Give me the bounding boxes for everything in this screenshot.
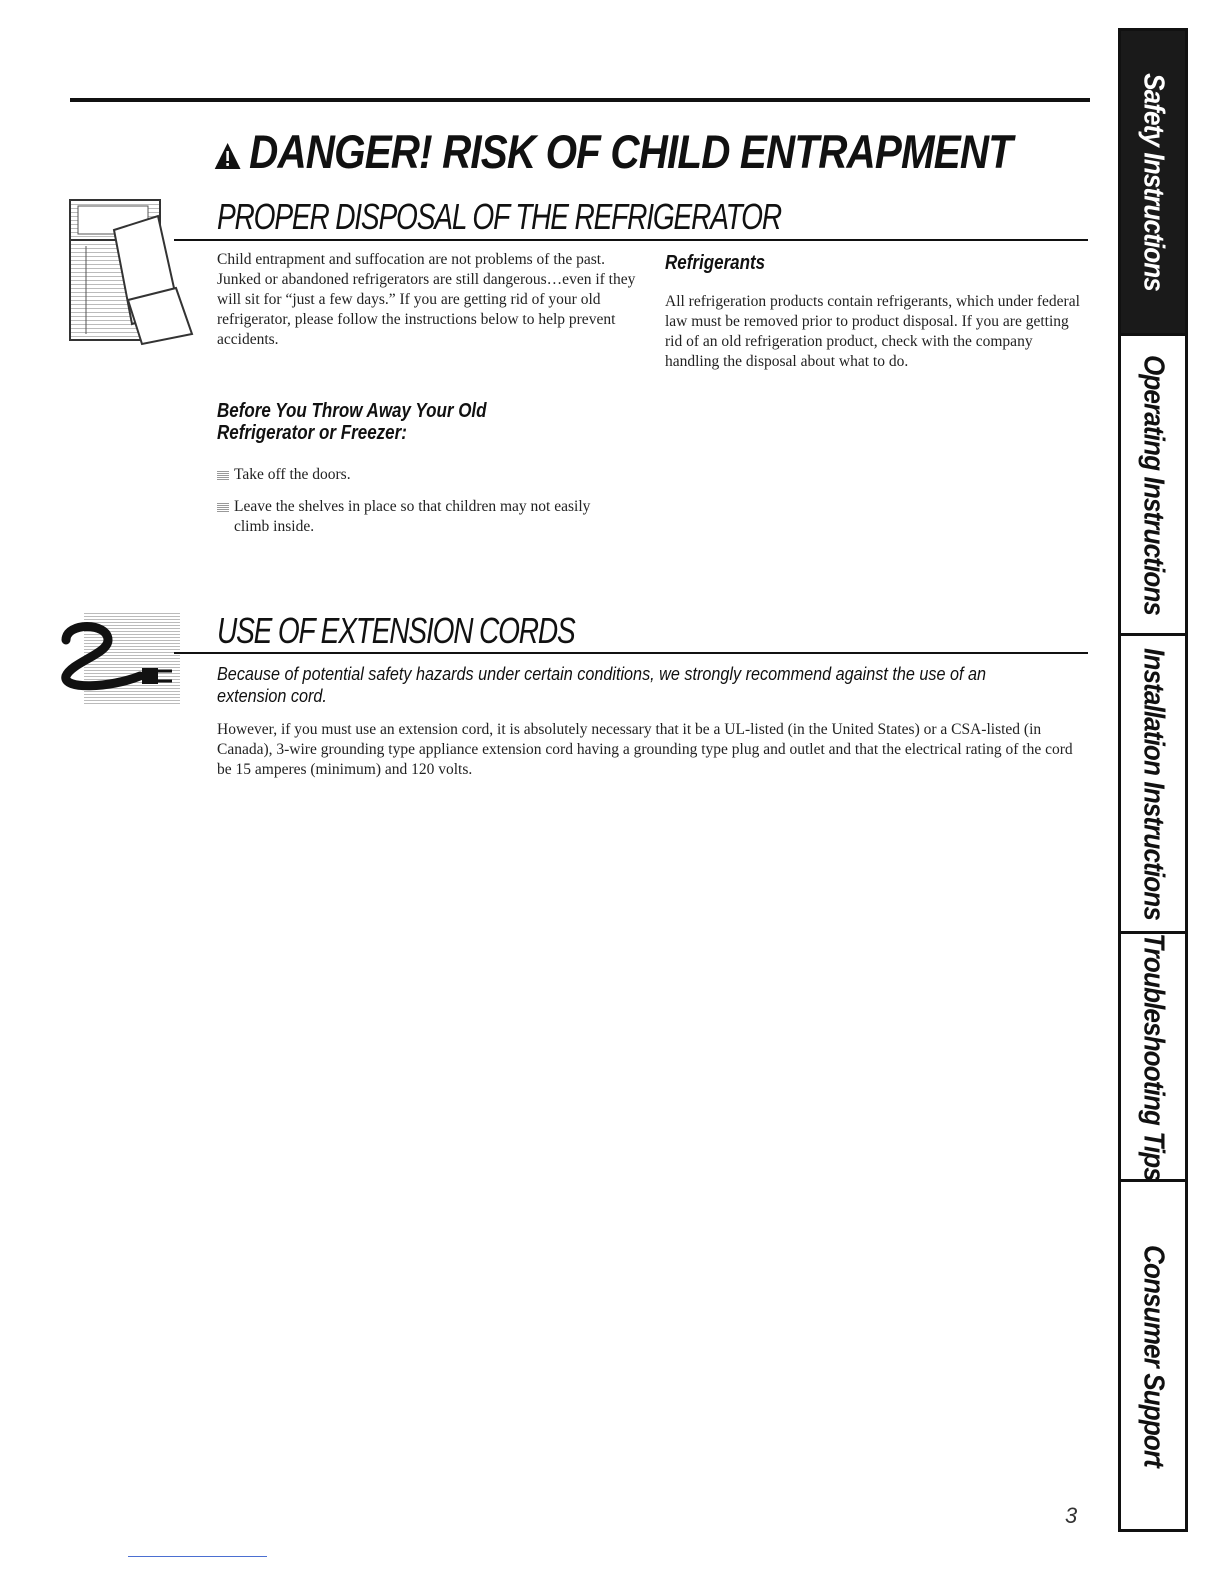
list-item	[217, 497, 627, 537]
disposal-title: PROPER DISPOSAL OF THE REFRIGERATOR	[217, 196, 781, 237]
extension-body: However, if you must use an extension cord, it is absolutely necessary that it be a UL-listed (in the United States) or a CSA-listed (in Canada), 3-wire grounding type appliance extension cord having a grounding type plug and outlet and that the electrical rating of the cord be 15 amperes (minimum) and 120 volts.	[217, 721, 1073, 778]
bullet-icon	[217, 502, 229, 512]
extension-title: USE OF EXTENSION CORDS	[217, 610, 575, 651]
footer-link-line	[128, 1556, 267, 1557]
disposal-rule	[174, 239, 1088, 241]
side-tab-strip	[1118, 28, 1188, 1532]
before-heading-line1: Before You Throw Away Your Old	[217, 400, 487, 422]
tab-label: Installation Instructions	[1137, 647, 1170, 920]
before-heading	[217, 400, 487, 444]
refrigerants-text: All refrigeration products contain refrigerants, which under federal law must be removed prior to product disposal. If you are getting rid of an old refrigeration product, check with the company handling the disposal about what to do.	[665, 293, 1080, 370]
extension-rule	[174, 652, 1088, 654]
disposal-intro: Child entrapment and suffocation are not problems of the past. Junked or abandoned refrigerators are still dangerous…even if they will sit for “just a few days.” If you are getting rid of your old refrigerator, please follow the instructions below to help prevent accidents.	[217, 251, 636, 348]
before-heading-line2: Refrigerator or Freezer:	[217, 422, 407, 444]
bullet-text: Leave the shelves in place so that children may not easily climb inside.	[234, 498, 591, 535]
tab-label: Operating Instructions	[1137, 354, 1170, 615]
tab-safety-instructions[interactable]	[1121, 31, 1185, 333]
top-rule	[70, 98, 1090, 102]
page-number: 3	[1065, 1503, 1078, 1528]
danger-title-text: DANGER! RISK OF CHILD ENTRAPMENT	[249, 125, 1013, 178]
refrigerants-heading: Refrigerants	[665, 252, 766, 274]
bullet-icon	[217, 470, 229, 480]
refrigerator-illustration	[66, 196, 206, 348]
bullet-text: Take off the doors.	[234, 466, 351, 483]
tab-installation-instructions[interactable]	[1121, 633, 1185, 931]
tab-troubleshooting-tips[interactable]	[1121, 931, 1185, 1179]
list-item	[217, 465, 627, 485]
disposal-bullets	[217, 465, 627, 549]
tab-label: Troubleshooting Tips	[1137, 932, 1170, 1181]
extension-cord-illustration	[50, 610, 190, 708]
tab-operating-instructions[interactable]	[1121, 333, 1185, 633]
tab-label: Safety Instructions	[1137, 73, 1170, 291]
extension-intro: Because of potential safety hazards under certain conditions, we strongly recommend against the use of an extension cord.	[217, 664, 987, 706]
tab-label: Consumer Support	[1137, 1244, 1170, 1467]
tab-consumer-support[interactable]	[1121, 1179, 1185, 1529]
danger-heading	[213, 124, 1012, 179]
warning-triangle-icon	[213, 141, 242, 171]
